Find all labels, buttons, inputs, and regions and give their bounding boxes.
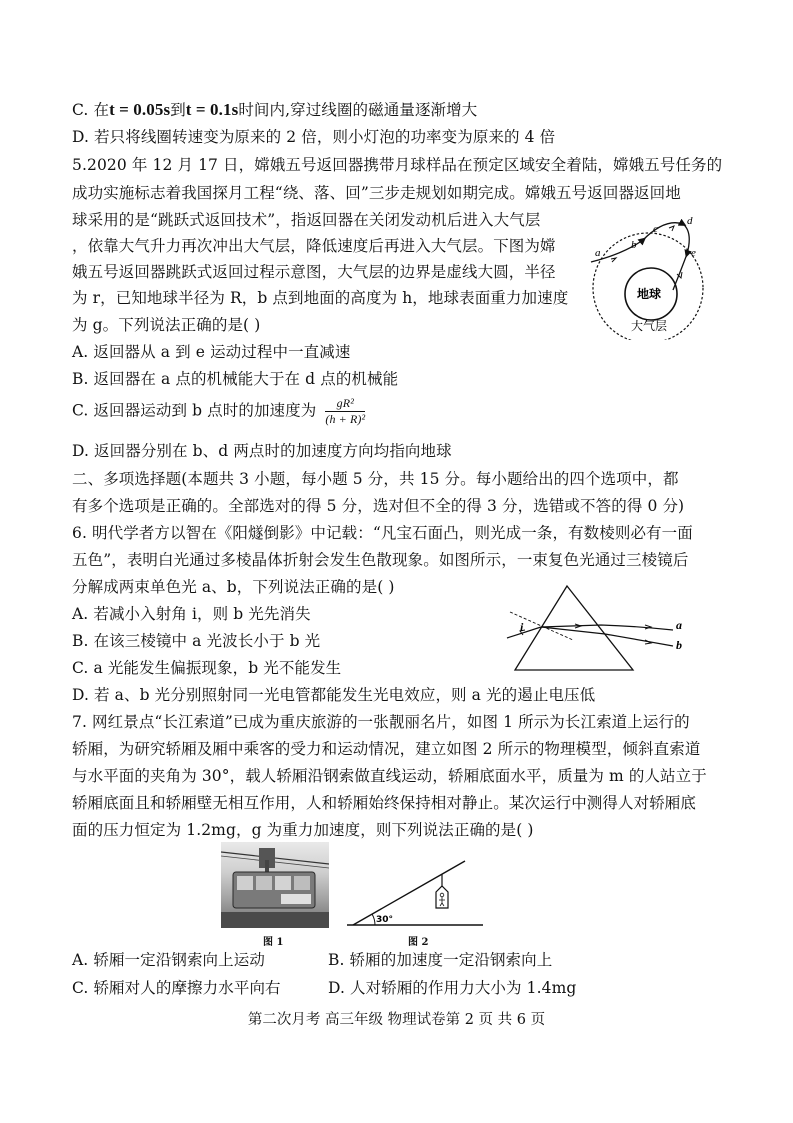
section2-heading-1: 二、多项选择题(本题共 3 小题，每小题 5 分，共 15 分。每小题给出的四个选项中，都 — [72, 470, 679, 488]
prism — [515, 586, 633, 670]
q7-option-b: B. 轿厢的加速度一定沿钢索向上 — [328, 951, 553, 969]
angle-arc — [372, 914, 375, 925]
acceleration-fraction — [325, 397, 365, 426]
incline-model-diagram — [345, 858, 485, 930]
point-c-label: c — [653, 223, 658, 235]
q5-stem-6: 为 r，已知地球半径为 R，b 点到地面的高度为 h，地球表面重力加速度 — [72, 289, 569, 307]
page-footer: 第二次月考 高三年级 物理试卷第 2 页 共 6 页 — [247, 1012, 546, 1028]
q7-stem-4: 轿厢底面且和轿厢壁无相互作用，人和轿厢始终保持相对静止。某次运行中测得人对轿厢底 — [72, 794, 697, 812]
point-e-label: e — [691, 247, 696, 259]
q7-option-c: C. 轿厢对人的摩擦力水平向右 — [72, 979, 281, 997]
q7-option-d: D. 人对轿厢的作用力大小为 1.4mg — [328, 979, 577, 997]
q6-option-c: C. a 光能发生偏振现象，b 光不能发生 — [72, 659, 342, 677]
time-end: t = 0.1s — [185, 100, 239, 119]
q6-stem-2: 五色”，表明白光通过多棱晶体折射会发生色散现象。如图所示，一束复色光通过三棱镜后 — [72, 551, 689, 569]
fraction-numerator: gR² — [325, 397, 365, 412]
q4-c-suffix: 时间内,穿过线圈的磁通量逐渐增大 — [238, 101, 478, 119]
q7-option-a: A. 轿厢一定沿钢索向上运动 — [72, 951, 265, 969]
q5-stem-4: ，依靠大气升力再次冲出大气层，降低速度后再进入大气层。下图为嫦 — [72, 237, 556, 255]
q5-stem-5: 娥五号返回器跳跃式返回过程示意图，大气层的边界是虚线大圆，半径 — [72, 263, 556, 281]
q6-option-a: A. 若减小入射角 i，则 b 光先消失 — [72, 605, 311, 623]
q6-stem-3: 分解成两束单色光 a、b，下列说法正确的是( ) — [72, 578, 395, 596]
incidence-angle-label: i — [520, 620, 524, 634]
q7-stem-2: 轿厢，为研究轿厢及厢中乘客的受力和运动情况，建立如图 2 所示的物理模型，倾斜直索道 — [72, 740, 701, 758]
cable-car-photo — [221, 842, 329, 928]
cable-car-illustration — [221, 842, 329, 928]
q4-c-mid: 到 — [170, 101, 186, 119]
q6-option-d: D. 若 a、b 光分别照射同一光电管都能发生光电效应，则 a 光的遏止电压低 — [72, 686, 596, 704]
q5-stem-1: 5.2020 年 12 月 17 日，嫦娥五号返回器携带月球样品在预定区域安全着陆，嫦娥五号任务的 — [72, 156, 723, 174]
q5-option-b: B. 返回器在 a 点的机械能大于在 d 点的机械能 — [72, 370, 399, 388]
point-d-label: d — [687, 215, 693, 227]
earth-label: 地球 — [637, 287, 662, 301]
fraction-denominator: (h + R)² — [325, 412, 366, 426]
q5-option-c — [72, 397, 365, 426]
q5-c-text: C. 返回器运动到 b 点时的加速度为 — [72, 401, 317, 420]
prism-diagram — [505, 582, 690, 674]
q7-stem-5: 面的压力恒定为 1.2mg，g 为重力加速度，则下列说法正确的是( ) — [72, 821, 534, 839]
section2-heading-2: 有多个选项是正确的。全部选对的得 5 分，选对但不全的得 3 分，选错或不答的得 0 分) — [72, 497, 685, 515]
earth-reentry-diagram — [583, 210, 713, 340]
q6-stem-1: 6. 明代学者方以智在《阳燧倒影》中记载：“凡宝石面凸，则光成一条，有数棱则必有一面 — [72, 524, 693, 542]
q4-option-d: D. 若只将线圈转速变为原来的 2 倍，则小灯泡的功率变为原来的 4 倍 — [72, 128, 556, 146]
atmosphere-label: 大气层 — [631, 319, 668, 333]
figure-2-caption: 图 2 — [408, 937, 429, 948]
q7-stem-3: 与水平面的夹角为 30°，载人轿厢沿钢索做直线运动，轿厢底面水平，质量为 m 的人站立于 — [72, 767, 707, 785]
q4-c-prefix: C. 在 — [72, 101, 110, 119]
q5-stem-3: 球采用的是“跳跃式返回技术”，指返回器在关闭发动机后进入大气层 — [72, 211, 541, 229]
figure-1-caption: 图 1 — [263, 937, 284, 948]
q5-option-a: A. 返回器从 a 到 e 运动过程中一直减速 — [72, 343, 351, 361]
q4-option-c — [72, 100, 477, 120]
point-b-label: b — [631, 239, 637, 251]
time-start: t = 0.05s — [109, 100, 171, 119]
q7-stem-1: 7. 网红景点“长江索道”已成为重庆旅游的一张靓丽名片，如图 1 所示为长江索道上运行的 — [72, 713, 690, 731]
angle-label: 30° — [376, 915, 394, 925]
q5-option-d: D. 返回器分别在 b、d 两点时的加速度方向均指向地球 — [72, 442, 452, 460]
ray-a-label: a — [676, 618, 682, 632]
ray-b-label: b — [676, 638, 682, 652]
q5-stem-2: 成功实施标志着我国探月工程“绕、落、回”三步走规划如期完成。嫦娥五号返回器返回地 — [72, 184, 681, 202]
point-a-label: a — [595, 247, 601, 259]
q6-option-b: B. 在该三棱镜中 a 光波长小于 b 光 — [72, 632, 321, 650]
q5-stem-7: 为 g。下列说法正确的是( ) — [72, 316, 261, 334]
